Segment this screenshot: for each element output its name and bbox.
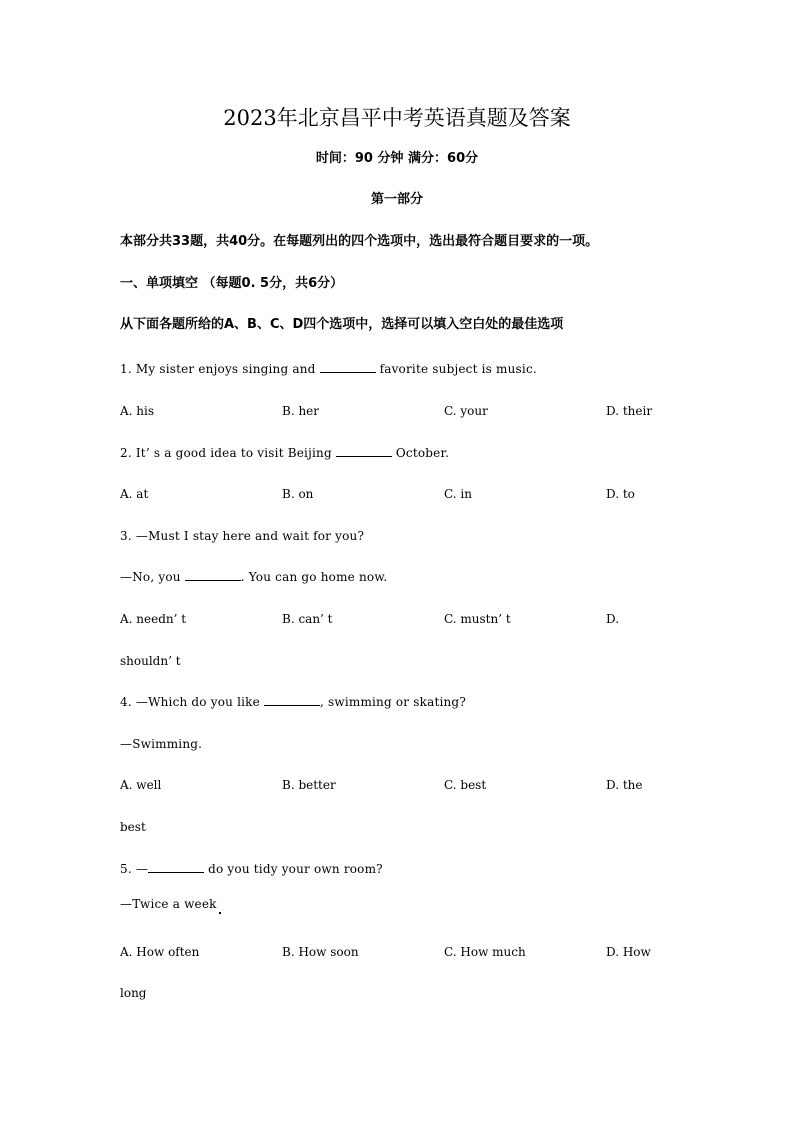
question-2-option-b: B. on	[282, 487, 314, 501]
question-text: , swimming or skating?	[319, 695, 466, 709]
question-3-option-d-wrap: shouldn’ t	[120, 654, 181, 668]
question-4-option-b: B. better	[282, 778, 336, 792]
question-5-option-d: D. How	[606, 945, 651, 959]
question-3-stem: 3. —Must I stay here and wait for you?	[120, 529, 365, 543]
question-text: 4. —Which do you like	[120, 695, 264, 709]
question-1-stem	[120, 360, 537, 378]
question-2-option-a: A. at	[120, 487, 149, 501]
question-5-option-d-wrap: long	[120, 986, 147, 1000]
question-2-option-c: C. in	[444, 487, 472, 501]
part-heading: 第一部分	[370, 192, 423, 207]
question-4-option-a: A. well	[120, 778, 162, 792]
answer-blank	[336, 444, 392, 457]
question-5-stem	[120, 860, 383, 878]
section-instruction: 从下面各题所给的A、B、C、D四个选项中，选择可以填入空白处的最佳选项	[120, 317, 564, 332]
question-5-option-b: B. How soon	[282, 945, 359, 959]
question-3-option-a: A. needn’ t	[120, 612, 187, 626]
section-title: 一、单项填空 （每题0. 5分，共6分）	[120, 276, 344, 291]
question-text: 2. It’ s a good idea to visit Beijing	[120, 446, 336, 460]
question-text: favorite subject is music.	[375, 362, 537, 376]
document-title: 2023年北京昌平中考英语真题及答案	[223, 106, 571, 130]
question-1-option-d: D. their	[606, 404, 653, 418]
question-3-reply	[120, 568, 387, 586]
answer-blank	[264, 693, 320, 706]
question-3-option-b: B. can’ t	[282, 612, 333, 626]
exam-time-info: 时间：90 分钟 满分：60分	[315, 151, 479, 166]
answer-blank	[320, 360, 376, 373]
question-4-option-d: D. the	[606, 778, 643, 792]
answer-blank	[185, 568, 241, 581]
question-1-option-b: B. her	[282, 404, 320, 418]
question-4-reply: —Swimming.	[120, 737, 203, 751]
question-4-stem	[120, 693, 466, 711]
question-3-option-d: D.	[606, 612, 620, 626]
question-1-option-a: A. his	[120, 404, 155, 418]
question-2-stem	[120, 444, 449, 462]
question-text: October.	[391, 446, 450, 460]
question-text: do you tidy your own room?	[204, 862, 383, 876]
question-text: 1. My sister enjoys singing and	[120, 362, 320, 376]
question-4-option-c: C. best	[444, 778, 487, 792]
question-2-option-d: D. to	[606, 487, 635, 501]
answer-blank	[148, 860, 204, 873]
question-4-option-d-wrap: best	[120, 820, 146, 834]
part-instruction: 本部分共33题，共40分。在每题列出的四个选项中，选出最符合题目要求的一项。	[120, 234, 599, 249]
reply-text: —No, you	[120, 570, 185, 584]
question-5-option-c: C. How much	[444, 945, 526, 959]
reply-text: . You can go home now.	[240, 570, 388, 584]
question-3-option-c: C. mustn’ t	[444, 612, 511, 626]
question-1-option-c: C. your	[444, 404, 488, 418]
question-5-reply: —Twice a week	[120, 897, 217, 911]
question-5-option-a: A. How often	[120, 945, 200, 959]
question-text: 5. —	[120, 862, 149, 876]
stray-period-mark	[219, 912, 221, 914]
